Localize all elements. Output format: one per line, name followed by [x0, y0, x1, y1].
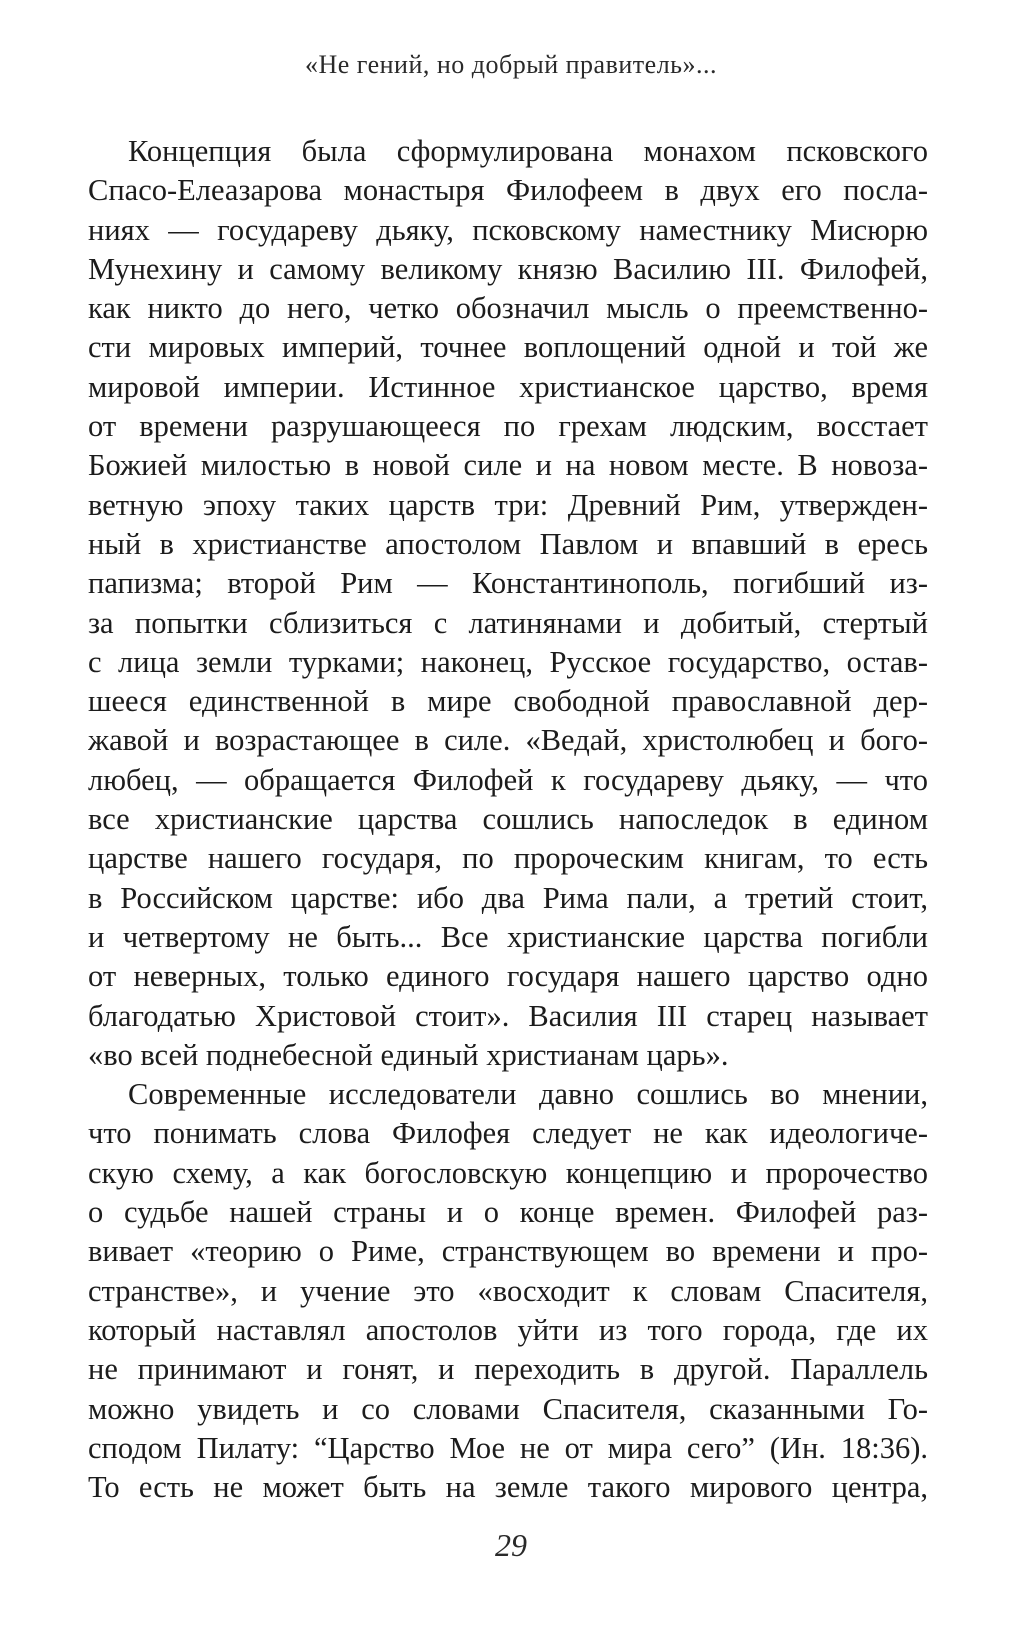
paragraph-1-line-19: царстве нашего государя, по пророческим книгам, то есть — [88, 841, 928, 876]
paragraph-1-line-11: ный в христианстве апостолом Павлом и впавший в ересь — [88, 526, 928, 561]
paragraph-2-line-10: сподом Пилату: “Царство Мое не от мира сего” (Ин. 18:36). — [88, 1430, 928, 1465]
paragraph-1-line-16: жавой и возрастающее в силе. «Ведай, христолюбец и бого- — [88, 723, 928, 758]
paragraph-2-line-6: странстве», и учение это «восходит к словам Спасителя, — [88, 1273, 928, 1308]
page-number: 29 — [495, 1527, 527, 1563]
paragraph-1-line-9: Божией милостью в новой силе и на новом месте. В новоза- — [88, 448, 928, 483]
paragraph-1-line-6: сти мировых империй, точнее воплощений одной и той же — [88, 330, 928, 365]
paragraph-1-line-18: все христианские царства сошлись напоследок в едином — [88, 802, 928, 837]
paragraph-1-line-10: ветную эпоху таких царств три: Древний Рим, утвержден- — [88, 487, 928, 522]
paragraph-1-line-13: за попытки сблизиться с латинянами и добитый, стертый — [88, 605, 928, 640]
paragraph-2-line-2: что понимать слова Филофея следует не как идеологиче- — [88, 1116, 928, 1151]
paragraph-1-line-23: благодатью Христовой стоит». Василия III старец называет — [88, 998, 928, 1033]
paragraph-2-line-1: Современные исследователи давно сошлись во мнении, — [128, 1077, 928, 1112]
paragraph-1-line-24: «во всей поднебесной единый христианам царь». — [88, 1037, 729, 1072]
paragraph-1-line-15: шееся единственной в мире свободной православной дер- — [88, 684, 928, 719]
paragraph-1-line-5: как никто до него, четко обозначил мысль о преемственно- — [88, 291, 928, 326]
paragraph-2-line-5: вивает «теорию о Риме, странствующем во времени и про- — [88, 1234, 928, 1269]
paragraph-1-line-21: и четвертому не быть... Все христианские царства погибли — [88, 919, 928, 954]
paragraph-1-line-3: ниях — государеву дьяку, псковскому наместнику Мисюрю — [88, 212, 928, 247]
paragraph-2-line-4: о судьбе нашей страны и о конце времен. Филофей раз- — [88, 1195, 928, 1230]
paragraph-1-line-12: папизма; второй Рим — Константинополь, погибший из- — [88, 566, 928, 601]
paragraph-1-line-2: Спасо-Елеазарова монастыря Филофеем в двух его посла- — [88, 173, 928, 208]
body-text — [88, 132, 928, 1507]
paragraph-2-line-9: можно увидеть и со словами Спасителя, сказанными Го- — [88, 1391, 928, 1426]
paragraph-2-line-7: который наставлял апостолов уйти из того города, где их — [88, 1312, 928, 1347]
paragraph-1-line-7: мировой империи. Истинное христианское царство, время — [88, 369, 928, 404]
paragraph-1-line-17: любец, — обращается Филофей к государеву дьяку, — что — [88, 762, 928, 797]
paragraph-1-line-14: с лица земли турками; наконец, Русское государство, остав- — [88, 644, 928, 679]
paragraph-1-line-20: в Российском царстве: ибо два Рима пали, а третий стоит, — [88, 880, 928, 915]
paragraph-2-line-3: скую схему, а как богословскую концепцию и пророчество — [88, 1155, 928, 1190]
paragraph-1-line-22: от неверных, только единого государя нашего царство одно — [88, 959, 928, 994]
paragraph-2-line-11: То есть не может быть на земле такого мирового центра, — [88, 1470, 928, 1505]
paragraph-1-line-4: Мунехину и самому великому князю Василию III. Филофей, — [88, 251, 928, 286]
running-head: «Не гений, но добрый правитель»... — [304, 50, 718, 79]
paragraph-1-line-8: от времени разрушающееся по грехам людским, восстает — [88, 409, 928, 444]
paragraph-1-line-1: Концепция была сформулирована монахом псковского — [128, 134, 928, 168]
paragraph-2-line-8: не принимают и гонят, и переходить в другой. Параллель — [88, 1352, 928, 1387]
